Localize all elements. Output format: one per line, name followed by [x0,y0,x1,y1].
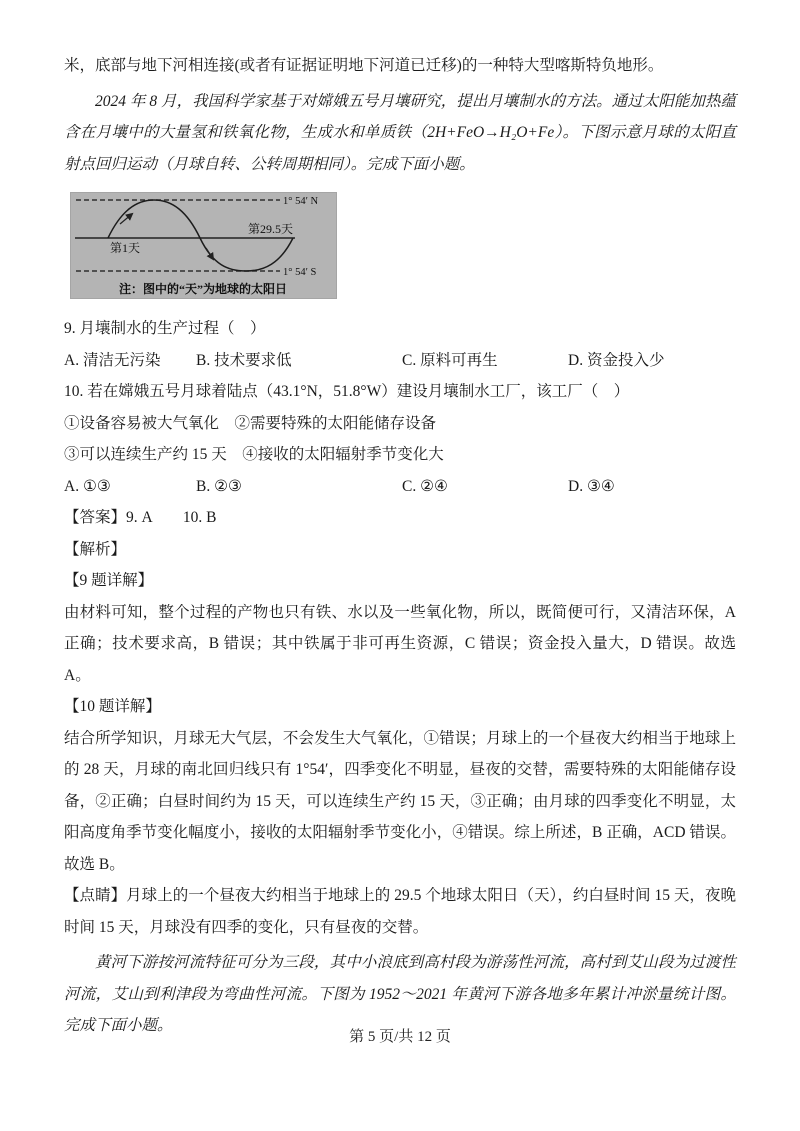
question-10-options [64,471,736,503]
q10-option-a: A. ①③ [64,477,111,495]
question-10-stem: 10. 若在嫦娥五号月球着陆点（43.1°N，51.8°W）建设月壤制水工厂，该工厂（ ） [64,383,630,400]
figure-label-south-latitude: 1° 54′ S [283,267,317,278]
answer-line: 【答案】9. A 10. B [64,509,217,526]
figure-label-day-29-5: 第29.5天 [248,222,294,236]
figure-label-day-1: 第1天 [110,241,141,255]
figure-label-north-latitude: 1° 54′ N [283,196,319,207]
q9-option-c: C. 原料可再生 [402,351,498,369]
q10-option-d: D. ③④ [568,477,615,495]
page-number-footer: 第 5 页/共 12 页 [349,1029,451,1045]
analysis-header: 【解析】 [64,540,127,558]
descending-direction-arrow-icon [206,248,213,259]
question-9-options [64,345,736,377]
q10-option-c: C. ②④ [402,477,448,495]
tip-paragraph: 【点睛】月球上的一个昼夜大约相当于地球上的 29.5 个地球太阳日（天），约白昼时间 15 天，夜晚时间 15 天，月球没有四季的变化，只有昼夜的交替。 [64,887,736,936]
paragraph-river-material: 黄河下游按河流特征可分为三段，其中小浪底到高村段为游荡性河流，高村到艾山段为过渡性河流，艾山到利津段为弯曲性河流。下图为 1952～2021 年黄河下游各地多年累计冲淤量统计图。完成下面小题。 [64,954,736,1034]
moon-subsolar-point-figure [70,192,337,299]
q9-option-b: B. 技术要求低 [196,351,292,369]
detail-9-body: 由材料可知，整个过程的产物也只有铁、水以及一些氧化物，所以，既简便可行，又清洁环保，A 正确；技术要求高，B 错误；其中铁属于非可再生资源，C 错误；资金投入量大，D 错误。故选 A。 [64,603,736,684]
detail-10-header: 【10 题详解】 [64,698,161,715]
question-10-statements-1: ①设备容易被大气氧化 ②需要特殊的太阳能储存设备 [64,414,437,432]
sine-curve-diagram [70,192,337,299]
q10-option-b: B. ②③ [196,477,242,495]
detail-10-body: 结合所学知识，月球无大气层，不会发生大气氧化，①错误；月球上的一个昼夜大约相当于地球上的 28 天，月球的南北回归线只有 1°54′，四季变化不明显，昼夜的交替，需要特殊的太阳能储存设备，②正确；白昼时间约为 15 天，可以连续生产约 15 天，③正确；由月球的四季变化不明显，太阳高度角季节变化幅度小，接收的太阳辐射季节变化小，④错误。综上所述，B 正确，ACD 错误。故选 B。 [64,729,736,873]
paragraph-karst-tail: 米，底部与地下河相连接(或者有证据证明地下河道已迁移)的一种特大型喀斯特负地形。 [64,57,664,74]
paragraph-moon-material: 2024 年 8 月，我国科学家基于对嫦娥五号月壤研究，提出月壤制水的方法。通过太阳能加热蕴含在月壤中的大量氢和铁氧化物，生成水和单质铁（2H+FeO→H₂O+Fe）。下图示意月球的太阳直射点回归运动（月球自转、公转周期相同）。完成下面小题。 [64,92,736,173]
detail-9-header: 【9 题详解】 [64,572,154,589]
figure-note-caption: 注：图中的“天”为地球的太阳日 [118,282,288,296]
q9-option-a: A. 清洁无污染 [64,351,161,369]
q9-option-d: D. 资金投入少 [568,351,665,369]
question-10-statements-2: ③可以连续生产约 15 天 ④接收的太阳辐射季节变化大 [64,446,444,463]
page-content [64,50,736,1042]
question-9-stem: 9. 月壤制水的生产过程（ ） [64,320,266,337]
